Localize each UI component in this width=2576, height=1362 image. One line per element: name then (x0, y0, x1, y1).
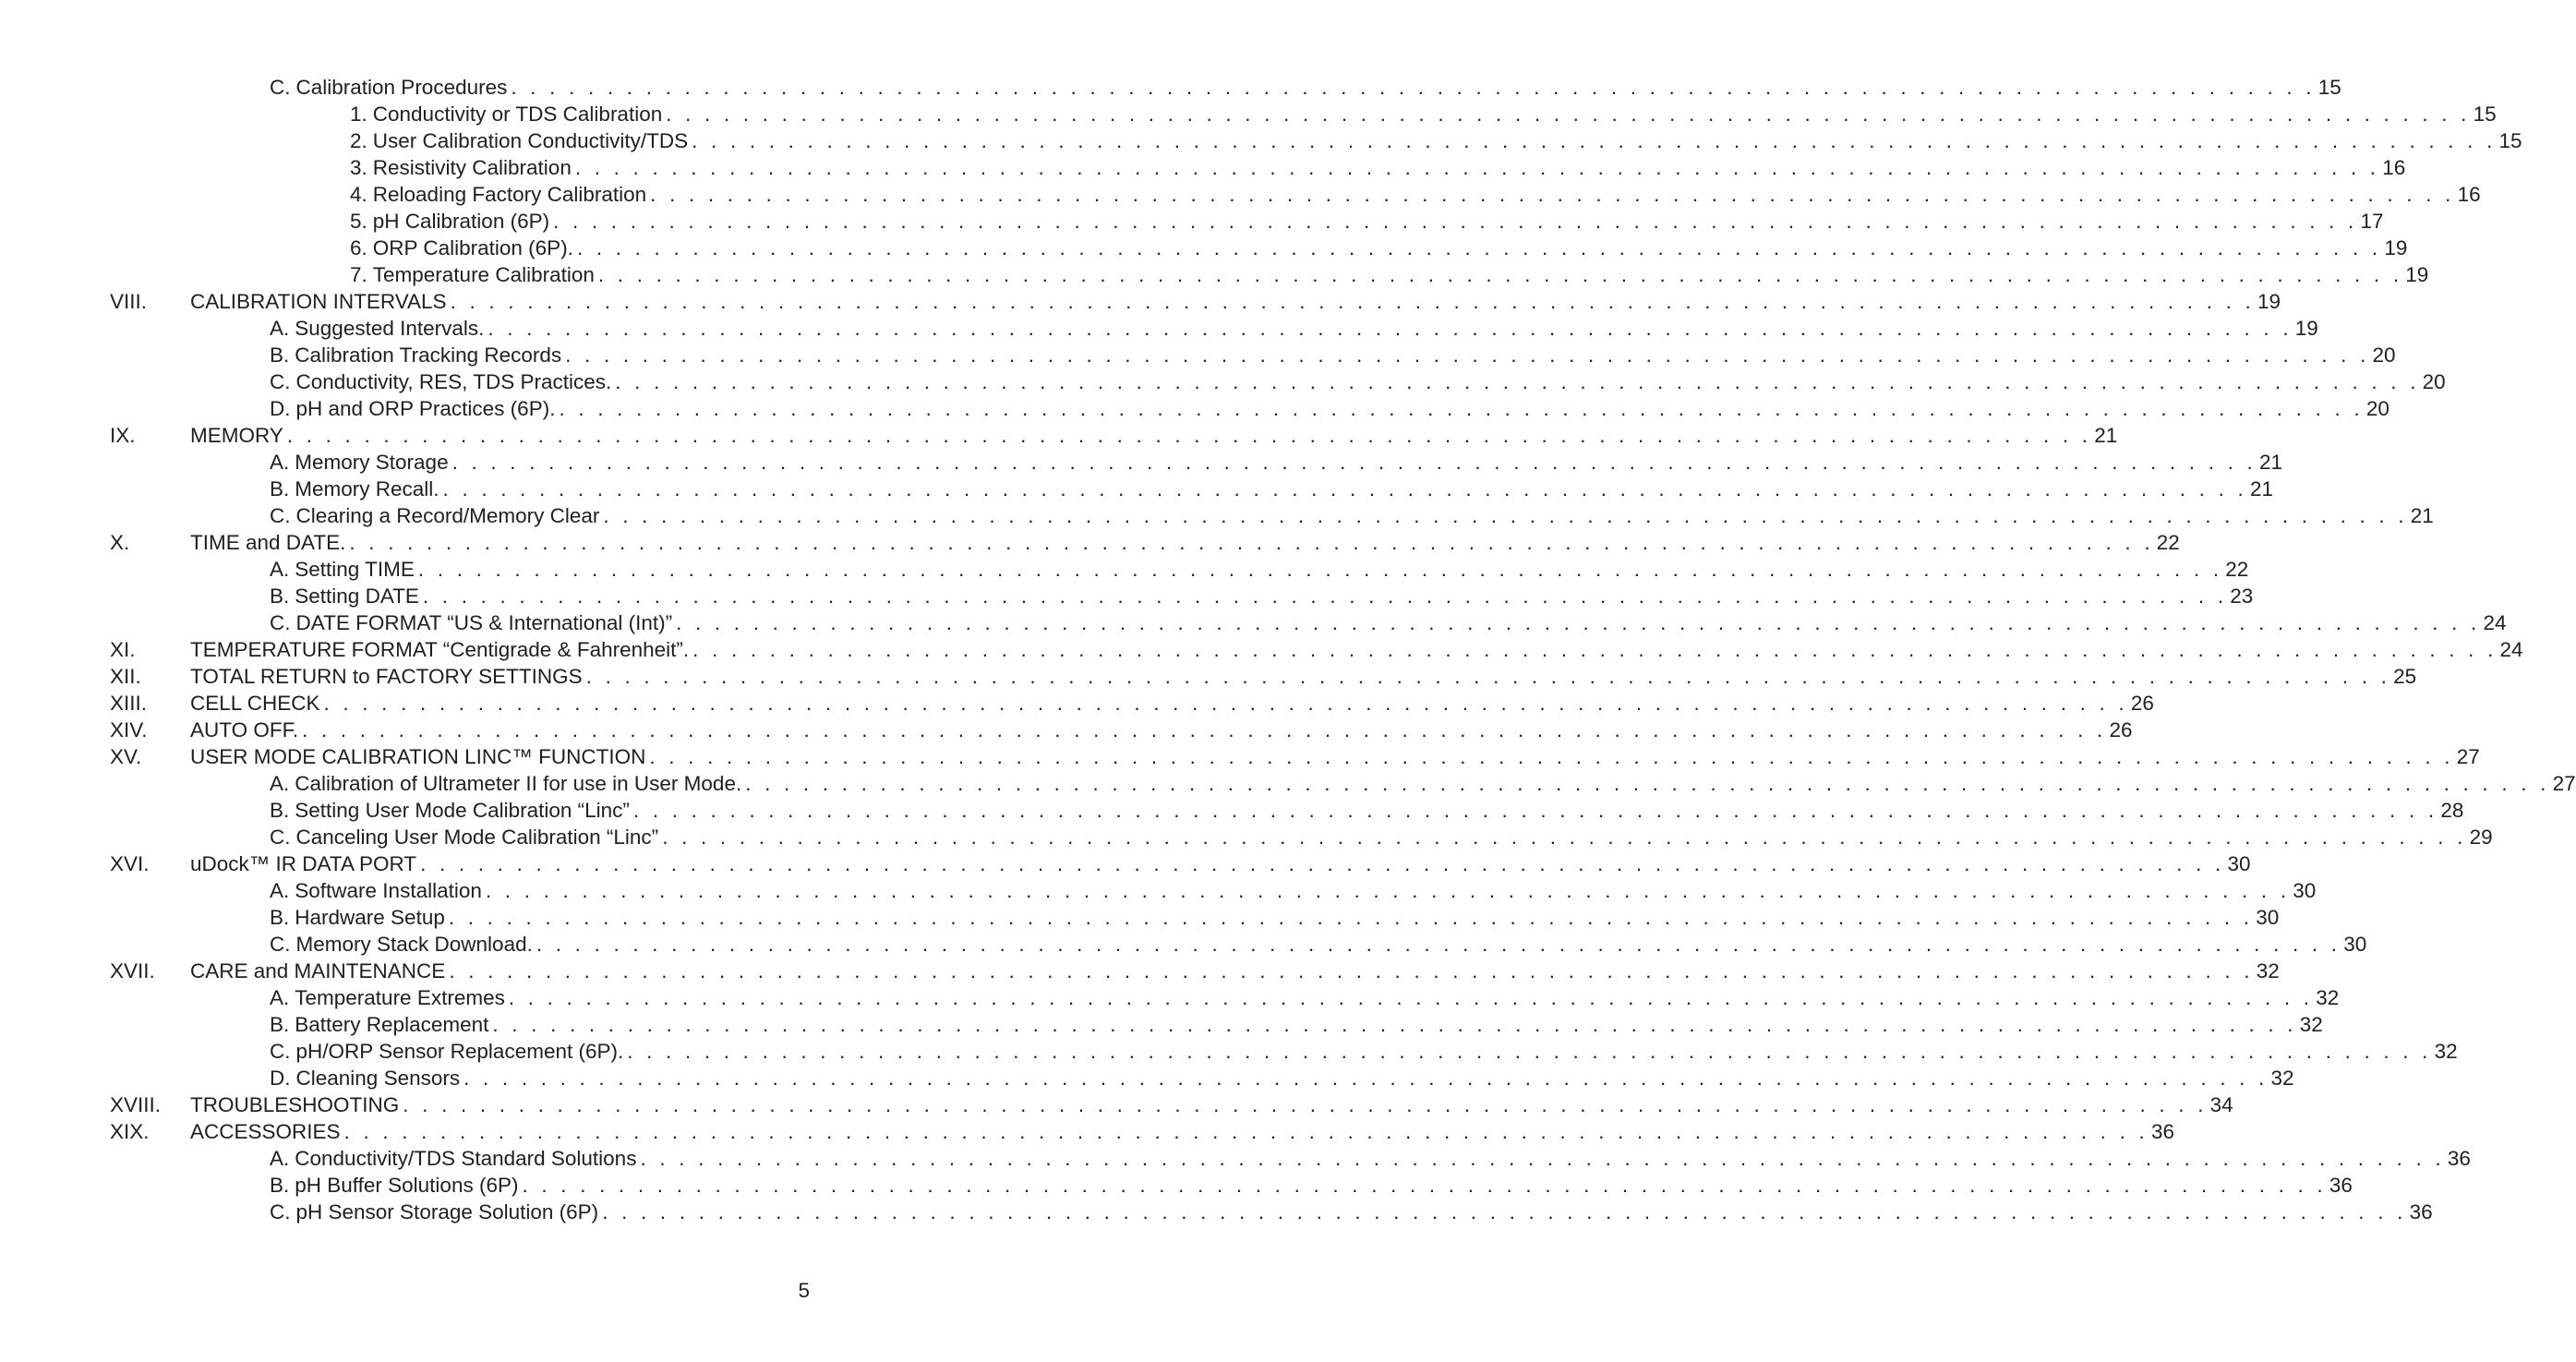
toc-entry-line (190, 690, 2154, 717)
toc-page-number: 32 (2299, 1013, 2323, 1036)
toc-entry (0, 904, 2280, 931)
toc-entry-line (270, 315, 2318, 342)
toc-page-number: 30 (2343, 933, 2367, 956)
toc-section-number: XIX. (110, 1120, 150, 1143)
toc-entry-title: Conductivity, RES, TDS Practices. (295, 370, 612, 393)
toc-item-number: B. (270, 585, 290, 608)
dot-leader: . . . . . . . . . . . . . . . . . . . . . . . . . . . . . . . . . . . . . . . . . . . . . . . . . . . . . . . . . . . . . . . . . . . . . . . . . . . . . . . . . . . . . . . . . . . . . . (692, 129, 2497, 152)
toc-entry-line (270, 502, 2434, 529)
toc-entry-title: USER MODE CALIBRATION LINC™ FUNCTION (190, 745, 646, 768)
toc-entry-line (270, 797, 2464, 824)
toc-entry (0, 261, 2429, 288)
toc-section-number: XVII. (110, 959, 155, 982)
toc-entry-title: Resistivity Calibration (372, 156, 572, 179)
toc-page-number: 36 (2150, 1120, 2174, 1143)
toc-section-number: IX. (110, 424, 136, 447)
dot-leader: . . . . . . . . . . . . . . . . . . . . . . . . . . . . . . . . . . . . . . . . . . . . . . . . . . . . . . . . . . . . . . . . . . . . . . . . . . . . . . . . . . . . . . . . . . . . . . (553, 210, 2358, 233)
toc-page-number: 30 (2256, 906, 2280, 929)
toc-entry-line (270, 395, 2389, 422)
dot-leader: . . . . . . . . . . . . . . . . . . . . . . . . . . . . . . . . . . . . . . . . . . . . . . . . . . . . . . . . . . . . . . . . . . . . . . . . . . . . . . . . . . . . . . . . . . . . . . (576, 236, 2382, 259)
toc-entry-line (270, 877, 2317, 904)
toc-page-number: 20 (2365, 397, 2389, 420)
toc-entry-line (270, 74, 2341, 101)
toc-page-number: 30 (2227, 852, 2251, 875)
toc-item-number: B. (270, 799, 290, 822)
toc-item-number: C. (270, 504, 291, 527)
toc-entry-title: Conductivity or TDS Calibration (372, 102, 663, 126)
toc-item-number: A. (270, 879, 290, 902)
toc-page-number: 17 (2360, 210, 2384, 233)
toc-entry-title: Memory Storage (295, 451, 449, 474)
dot-leader: . . . . . . . . . . . . . . . . . . . . . . . . . . . . . . . . . . . . . . . . . . . . . . . . . . . . . . . . . . . . . . . . . . . . . . . . . . . . . . . . . . . . . . . . . . . . . . (565, 344, 2370, 367)
toc-item-number: D. (270, 1067, 291, 1090)
toc-section-number: X. (110, 531, 130, 554)
toc-entry (0, 502, 2434, 529)
toc-page-number: 15 (2317, 76, 2341, 99)
dot-leader: . . . . . . . . . . . . . . . . . . . . . . . . . . . . . . . . . . . . . . . . . . . . . . . . . . . . . . . . . . . . . . . . . . . . . . . . . . . . . . . . . . . . . . . . . . . . . . (603, 504, 2408, 527)
toc-item-number: A. (270, 986, 290, 1009)
toc-entry-line (270, 984, 2340, 1011)
toc-entry-title: Conductivity/TDS Standard Solutions (295, 1147, 637, 1170)
toc-page-number: 20 (2372, 344, 2396, 367)
toc-entry-line (350, 101, 2497, 127)
toc-entry-line (270, 770, 2576, 797)
toc-entry-line (190, 743, 2480, 770)
toc-entry-line (190, 958, 2280, 984)
toc-page-number: 30 (2293, 879, 2317, 902)
dot-leader: . . . . . . . . . . . . . . . . . . . . . . . . . . . . . . . . . . . . . . . . . . . . . . . . . . . . . . . . . . . . . . . . . . . . . . . . . . . . . . . . . . . . . . . . . . . . . . (485, 879, 2291, 902)
toc-entry-line (270, 583, 2254, 609)
toc-page-number: 20 (2422, 370, 2446, 393)
toc-page-number: 32 (2256, 959, 2280, 982)
toc-item-number: C. (270, 76, 291, 99)
toc-page-number: 28 (2440, 799, 2464, 822)
toc-page-number: 26 (2130, 692, 2154, 715)
toc-item-number: A. (270, 451, 290, 474)
toc-entry-line (190, 850, 2251, 877)
dot-leader: . . . . . . . . . . . . . . . . . . . . . . . . . . . . . . . . . . . . . . . . . . . . . . . . . . . . . . . . . . . . . . . . . . . . . . . . . . . . . . . . . . . . . . . . . . . . . . (662, 826, 2467, 849)
toc-page-number: 21 (2258, 451, 2282, 474)
toc-entry (0, 154, 2406, 181)
toc-page-number: 19 (2294, 317, 2318, 340)
toc-entry-line (270, 476, 2273, 502)
toc-entry-title: DATE FORMAT “US & International (Int)” (295, 611, 673, 634)
toc-entry (0, 797, 2464, 824)
toc-item-number: A. (270, 317, 290, 340)
toc-entry-line (190, 717, 2133, 743)
toc-entry-title: User Calibration Conductivity/TDS (372, 129, 689, 152)
toc-entry-title: Hardware Setup (295, 906, 445, 929)
toc-entry (0, 74, 2341, 101)
toc-entry-title: Battery Replacement (295, 1013, 489, 1036)
dot-leader: . . . . . . . . . . . . . . . . . . . . . . . . . . . . . . . . . . . . . . . . . . . . . . . . . . . . . . . . . . . . . . . . . . . . . . . . . . . . . . . . . . . . . . . . . . . . . . (488, 317, 2293, 340)
toc-entry-line (190, 422, 2118, 449)
dot-leader: . . . . . . . . . . . . . . . . . . . . . . . . . . . . . . . . . . . . . . . . . . . . . . . . . . . . . . . . . . . . . . . . . . . . . . . . . . . . . . . . . . . . . . . . . . . . . . (302, 718, 2107, 741)
toc-entry (0, 208, 2384, 235)
toc-page-number: 24 (2499, 638, 2523, 661)
toc-entry-line (350, 127, 2522, 154)
toc-page-number: 22 (2225, 558, 2249, 581)
toc-page-number: 23 (2230, 585, 2254, 608)
dot-leader: . . . . . . . . . . . . . . . . . . . . . . . . . . . . . . . . . . . . . . . . . . . . . . . . . . . . . . . . . . . . . . . . . . . . . . . . . . . . . . . . . . . . . . . . . . . . . . (508, 986, 2314, 1009)
toc-entry-title: uDock™ IR DATA PORT (190, 852, 417, 875)
dot-leader: . . . . . . . . . . . . . . . . . . . . . . . . . . . . . . . . . . . . . . . . . . . . . . . . . . . . . . . . . . . . . . . . . . . . . . . . . . . . . . . . . . . . . . . . . . . . . . (442, 477, 2247, 500)
toc-entry-title: Memory Stack Download. (295, 933, 533, 956)
toc-entry-line (350, 261, 2429, 288)
dot-leader: . . . . . . . . . . . . . . . . . . . . . . . . . . . . . . . . . . . . . . . . . . . . . . . . . . . . . . . . . . . . . . . . . . . . . . . . . . . . . . . . . . . . . . . . . . . . . . (450, 290, 2255, 313)
dot-leader: . . . . . . . . . . . . . . . . . . . . . . . . . . . . . . . . . . . . . . . . . . . . . . . . . . . . . . . . . . . . . . . . . . . . . . . . . . . . . . . . . . . . . . . . . . . . . . (536, 933, 2341, 956)
toc-section-number: XII. (110, 665, 141, 688)
toc-entry-title: pH/ORP Sensor Replacement (6P). (295, 1040, 624, 1063)
toc-entry-title: Canceling User Mode Calibration “Linc” (295, 826, 659, 849)
toc-item-number: 1. (350, 102, 367, 126)
toc-page-number: 32 (2316, 986, 2340, 1009)
dot-leader: . . . . . . . . . . . . . . . . . . . . . . . . . . . . . . . . . . . . . . . . . . . . . . . . . . . . . . . . . . . . . . . . . . . . . . . . . . . . . . . . . . . . . . . . . . . . . . (323, 692, 2128, 715)
toc-entry (0, 690, 2154, 717)
toc-section-number: XV. (110, 745, 142, 768)
toc-entry-line (270, 1038, 2458, 1065)
toc-page-number: 36 (2329, 1174, 2353, 1197)
dot-leader: . . . . . . . . . . . . . . . . . . . . . . . . . . . . . . . . . . . . . . . . . . . . . . . . . . . . . . . . . . . . . . . . . . . . . . . . . . . . . . . . . . . . . . . . . . . . . . (451, 451, 2257, 474)
toc-item-number: B. (270, 1174, 290, 1197)
toc-page-number: 22 (2156, 531, 2180, 554)
toc-entry-line (350, 181, 2481, 208)
toc-entry-title: AUTO OFF. (190, 718, 299, 741)
toc-entry (0, 181, 2481, 208)
toc-entry-title: Calibration Procedures (295, 76, 508, 99)
toc-entry-line (190, 1091, 2233, 1118)
toc-item-number: B. (270, 477, 290, 500)
toc-entry-title: ACCESSORIES (190, 1120, 341, 1143)
toc-page-number: 15 (2473, 102, 2497, 126)
toc-page-number: 26 (2109, 718, 2133, 741)
toc-page-number: 21 (2249, 477, 2273, 500)
toc-entry (0, 395, 2389, 422)
toc-entry-title: Setting TIME (295, 558, 415, 581)
toc-entry-title: Reloading Factory Calibration (372, 183, 647, 206)
toc-entry (0, 449, 2282, 476)
toc-entry-line (350, 208, 2384, 235)
toc-entry-title: TROUBLESHOOTING (190, 1093, 400, 1116)
dot-leader: . . . . . . . . . . . . . . . . . . . . . . . . . . . . . . . . . . . . . . . . . . . . . . . . . . . . . . . . . . . . . . . . . . . . . . . . . . . . . . . . . . . . . . . . . . . . . . (632, 799, 2438, 822)
toc-page-number: 19 (2384, 236, 2408, 259)
toc-entry-title: pH Sensor Storage Solution (6P) (295, 1200, 599, 1223)
toc-item-number: 4. (350, 183, 367, 206)
toc-entry-line (270, 609, 2507, 636)
toc-entry-line (190, 288, 2281, 315)
toc-page-number: 25 (2393, 665, 2417, 688)
toc-entry-title: Setting User Mode Calibration “Linc” (295, 799, 630, 822)
toc-entry-line (270, 1065, 2294, 1091)
toc-entry (0, 342, 2396, 368)
toc-entry (0, 101, 2497, 127)
toc-page-number: 16 (2382, 156, 2406, 179)
toc-page-number: 27 (2456, 745, 2480, 768)
toc-entry-line (190, 636, 2523, 663)
toc-page-number: 15 (2498, 129, 2522, 152)
toc-item-number: A. (270, 772, 290, 795)
toc-item-number: C. (270, 933, 291, 956)
toc-item-number: C. (270, 370, 291, 393)
toc-entry-title: Memory Recall. (295, 477, 439, 500)
toc-entry (0, 315, 2318, 342)
table-of-contents (0, 74, 2576, 1225)
toc-page-number: 32 (2270, 1067, 2294, 1090)
dot-leader: . . . . . . . . . . . . . . . . . . . . . . . . . . . . . . . . . . . . . . . . . . . . . . . . . . . . . . . . . . . . . . . . . . . . . . . . . . . . . . . . . . . . . . . . . . . . . . (574, 156, 2380, 179)
toc-page-number: 24 (2483, 611, 2507, 634)
toc-entry (0, 609, 2507, 636)
toc-entry-title: Calibration of Ultrameter II for use in User Mode. (295, 772, 742, 795)
toc-entry-line (190, 1118, 2174, 1145)
toc-entry-line (270, 1145, 2471, 1172)
toc-entry-line (270, 1172, 2353, 1199)
toc-entry-title: TEMPERATURE FORMAT “Centigrade & Fahrenheit”. (190, 638, 690, 661)
toc-entry-line (270, 556, 2249, 583)
toc-entry (0, 1199, 2433, 1225)
dot-leader: . . . . . . . . . . . . . . . . . . . . . . . . . . . . . . . . . . . . . . . . . . . . . . . . . . . . . . . . . . . . . . . . . . . . . . . . . . . . . . . . . . . . . . . . . . . . . . (403, 1093, 2208, 1116)
toc-page-number: 21 (2094, 424, 2118, 447)
toc-entry-title: Cleaning Sensors (295, 1067, 461, 1090)
toc-item-number: 5. (350, 210, 367, 233)
dot-leader: . . . . . . . . . . . . . . . . . . . . . . . . . . . . . . . . . . . . . . . . . . . . . . . . . . . . . . . . . . . . . . . . . . . . . . . . . . . . . . . . . . . . . . . . . . . . . . (448, 906, 2254, 929)
toc-item-number: 6. (350, 236, 367, 259)
toc-item-number: C. (270, 826, 291, 849)
toc-entry (0, 1172, 2353, 1199)
dot-leader: . . . . . . . . . . . . . . . . . . . . . . . . . . . . . . . . . . . . . . . . . . . . . . . . . . . . . . . . . . . . . . . . . . . . . . . . . . . . . . . . . . . . . . . . . . . . . . (597, 263, 2403, 286)
toc-entry-title: CALIBRATION INTERVALS (190, 290, 447, 313)
toc-entry (0, 1065, 2294, 1091)
dot-leader: . . . . . . . . . . . . . . . . . . . . . . . . . . . . . . . . . . . . . . . . . . . . . . . . . . . . . . . . . . . . . . . . . . . . . . . . . . . . . . . . . . . . . . . . . . . . . . (343, 1120, 2149, 1143)
toc-page-number: 27 (2552, 772, 2576, 795)
toc-entry (0, 368, 2446, 395)
toc-section-number: VIII. (110, 290, 148, 313)
toc-entry-line (350, 154, 2406, 181)
toc-page-number: 36 (2409, 1200, 2433, 1223)
dot-leader: . . . . . . . . . . . . . . . . . . . . . . . . . . . . . . . . . . . . . . . . . . . . . . . . . . . . . . . . . . . . . . . . . . . . . . . . . . . . . . . . . . . . . . . . . . . . . . (649, 745, 2454, 768)
dot-leader: . . . . . . . . . . . . . . . . . . . . . . . . . . . . . . . . . . . . . . . . . . . . . . . . . . . . . . . . . . . . . . . . . . . . . . . . . . . . . . . . . . . . . . . . . . . . . . (420, 852, 2225, 875)
dot-leader: . . . . . . . . . . . . . . . . . . . . . . . . . . . . . . . . . . . . . . . . . . . . . . . . . . . . . . . . . . . . . . . . . . . . . . . . . . . . . . . . . . . . . . . . . . . . . . (559, 397, 2364, 420)
toc-page-number: 29 (2469, 826, 2493, 849)
toc-entry-title: Calibration Tracking Records (295, 344, 562, 367)
toc-section-number: XI. (110, 638, 136, 661)
toc-entry (0, 743, 2480, 770)
dot-leader: . . . . . . . . . . . . . . . . . . . . . . . . . . . . . . . . . . . . . . . . . . . . . . . . . . . . . . . . . . . . . . . . . . . . . . . . . . . . . . . . . . . . . . . . . . . . . . (692, 638, 2498, 661)
toc-page-number: 34 (2209, 1093, 2233, 1116)
toc-entry (0, 476, 2273, 502)
toc-entry-line (270, 931, 2367, 958)
toc-item-number: C. (270, 1200, 291, 1223)
dot-leader: . . . . . . . . . . . . . . . . . . . . . . . . . . . . . . . . . . . . . . . . . . . . . . . . . . . . . . . . . . . . . . . . . . . . . . . . . . . . . . . . . . . . . . . . . . . . . . (627, 1040, 2432, 1063)
toc-entry-title: CELL CHECK (190, 692, 320, 715)
dot-leader: . . . . . . . . . . . . . . . . . . . . . . . . . . . . . . . . . . . . . . . . . . . . . . . . . . . . . . . . . . . . . . . . . . . . . . . . . . . . . . . . . . . . . . . . . . . . . . (522, 1174, 2327, 1197)
toc-entry-line (190, 529, 2180, 556)
toc-entry-line (350, 235, 2408, 261)
toc-item-number: A. (270, 558, 290, 581)
toc-entry-title: Temperature Calibration (372, 263, 595, 286)
dot-leader: . . . . . . . . . . . . . . . . . . . . . . . . . . . . . . . . . . . . . . . . . . . . . . . . . . . . . . . . . . . . . . . . . . . . . . . . . . . . . . . . . . . . . . . . . . . . . . (449, 959, 2254, 982)
toc-section-number: XIII. (110, 692, 148, 715)
toc-entry (0, 127, 2522, 154)
toc-page-number: 21 (2410, 504, 2434, 527)
toc-page-number: 19 (2405, 263, 2429, 286)
toc-entry (0, 850, 2251, 877)
toc-entry-title: Temperature Extremes (295, 986, 505, 1009)
toc-entry (0, 984, 2340, 1011)
toc-entry-title: Setting DATE (295, 585, 419, 608)
toc-entry (0, 583, 2254, 609)
dot-leader: . . . . . . . . . . . . . . . . . . . . . . . . . . . . . . . . . . . . . . . . . . . . . . . . . . . . . . . . . . . . . . . . . . . . . . . . . . . . . . . . . . . . . . . . . . . . . . (511, 76, 2316, 99)
toc-entry-line (270, 1011, 2323, 1038)
toc-entry-title: pH and ORP Practices (6P). (295, 397, 556, 420)
toc-entry (0, 1091, 2233, 1118)
toc-item-number: A. (270, 1147, 290, 1170)
dot-leader: . . . . . . . . . . . . . . . . . . . . . . . . . . . . . . . . . . . . . . . . . . . . . . . . . . . . . . . . . . . . . . . . . . . . . . . . . . . . . . . . . . . . . . . . . . . . . . (417, 558, 2223, 581)
toc-page-number: 36 (2447, 1147, 2471, 1170)
toc-entry-line (270, 342, 2396, 368)
dot-leader: . . . . . . . . . . . . . . . . . . . . . . . . . . . . . . . . . . . . . . . . . . . . . . . . . . . . . . . . . . . . . . . . . . . . . . . . . . . . . . . . . . . . . . . . . . . . . . (745, 772, 2550, 795)
dot-leader: . . . . . . . . . . . . . . . . . . . . . . . . . . . . . . . . . . . . . . . . . . . . . . . . . . . . . . . . . . . . . . . . . . . . . . . . . . . . . . . . . . . . . . . . . . . . . . (615, 370, 2420, 393)
toc-item-number: C. (270, 1040, 291, 1063)
toc-entry (0, 1145, 2471, 1172)
toc-entry (0, 636, 2523, 663)
toc-entry-title: Software Installation (295, 879, 482, 902)
toc-page-number: 19 (2257, 290, 2281, 313)
toc-entry (0, 422, 2118, 449)
toc-entry-line (270, 1199, 2433, 1225)
toc-item-number: 2. (350, 129, 367, 152)
toc-entry (0, 877, 2317, 904)
toc-entry-title: Clearing a Record/Memory Clear (295, 504, 600, 527)
dot-leader: . . . . . . . . . . . . . . . . . . . . . . . . . . . . . . . . . . . . . . . . . . . . . . . . . . . . . . . . . . . . . . . . . . . . . . . . . . . . . . . . . . . . . . . . . . . . . . (676, 611, 2481, 634)
toc-item-number: B. (270, 344, 290, 367)
toc-item-number: 7. (350, 263, 367, 286)
toc-entry-line (270, 368, 2446, 395)
toc-entry (0, 288, 2281, 315)
toc-entry-title: pH Buffer Solutions (6P) (295, 1174, 519, 1197)
toc-entry (0, 931, 2367, 958)
toc-entry-title: pH Calibration (6P) (372, 210, 550, 233)
toc-section-number: XVIII. (110, 1093, 162, 1116)
toc-page-number: 16 (2457, 183, 2481, 206)
toc-page-number: 32 (2434, 1040, 2458, 1063)
toc-item-number: B. (270, 1013, 290, 1036)
dot-leader: . . . . . . . . . . . . . . . . . . . . . . . . . . . . . . . . . . . . . . . . . . . . . . . . . . . . . . . . . . . . . . . . . . . . . . . . . . . . . . . . . . . . . . . . . . . . . . (602, 1200, 2407, 1223)
toc-entry (0, 824, 2493, 850)
toc-item-number: D. (270, 397, 291, 420)
dot-leader: . . . . . . . . . . . . . . . . . . . . . . . . . . . . . . . . . . . . . . . . . . . . . . . . . . . . . . . . . . . . . . . . . . . . . . . . . . . . . . . . . . . . . . . . . . . . . . (492, 1013, 2297, 1036)
toc-entry-line (270, 904, 2280, 931)
toc-entry-line (270, 824, 2493, 850)
toc-entry (0, 663, 2417, 690)
toc-entry (0, 1038, 2458, 1065)
toc-entry-title: MEMORY (190, 424, 283, 447)
toc-entry (0, 1118, 2174, 1145)
dot-leader: . . . . . . . . . . . . . . . . . . . . . . . . . . . . . . . . . . . . . . . . . . . . . . . . . . . . . . . . . . . . . . . . . . . . . . . . . . . . . . . . . . . . . . . . . . . . . . (666, 102, 2471, 126)
toc-entry (0, 529, 2180, 556)
toc-item-number: 3. (350, 156, 367, 179)
toc-entry-title: Suggested Intervals. (295, 317, 485, 340)
toc-entry (0, 958, 2280, 984)
dot-leader: . . . . . . . . . . . . . . . . . . . . . . . . . . . . . . . . . . . . . . . . . . . . . . . . . . . . . . . . . . . . . . . . . . . . . . . . . . . . . . . . . . . . . . . . . . . . . . (286, 424, 2092, 447)
toc-entry (0, 556, 2249, 583)
dot-leader: . . . . . . . . . . . . . . . . . . . . . . . . . . . . . . . . . . . . . . . . . . . . . . . . . . . . . . . . . . . . . . . . . . . . . . . . . . . . . . . . . . . . . . . . . . . . . . (463, 1067, 2269, 1090)
dot-leader: . . . . . . . . . . . . . . . . . . . . . . . . . . . . . . . . . . . . . . . . . . . . . . . . . . . . . . . . . . . . . . . . . . . . . . . . . . . . . . . . . . . . . . . . . . . . . . (422, 585, 2228, 608)
toc-entry-title: ORP Calibration (6P). (372, 236, 573, 259)
toc-section-number: XVI. (110, 852, 150, 875)
toc-entry-line (190, 663, 2417, 690)
dot-leader: . . . . . . . . . . . . . . . . . . . . . . . . . . . . . . . . . . . . . . . . . . . . . . . . . . . . . . . . . . . . . . . . . . . . . . . . . . . . . . . . . . . . . . . . . . . . . . (640, 1147, 2445, 1170)
page-number: 5 (798, 1279, 810, 1302)
toc-entry-line (270, 449, 2282, 476)
toc-section-number: XIV. (110, 718, 148, 741)
toc-entry-title: TIME and DATE. (190, 531, 346, 554)
dot-leader: . . . . . . . . . . . . . . . . . . . . . . . . . . . . . . . . . . . . . . . . . . . . . . . . . . . . . . . . . . . . . . . . . . . . . . . . . . . . . . . . . . . . . . . . . . . . . . (650, 183, 2455, 206)
toc-entry (0, 717, 2133, 743)
toc-entry (0, 770, 2576, 797)
dot-leader: . . . . . . . . . . . . . . . . . . . . . . . . . . . . . . . . . . . . . . . . . . . . . . . . . . . . . . . . . . . . . . . . . . . . . . . . . . . . . . . . . . . . . . . . . . . . . . (349, 531, 2154, 554)
toc-item-number: C. (270, 611, 291, 634)
toc-entry-title: CARE and MAINTENANCE (190, 959, 446, 982)
toc-entry-title: TOTAL RETURN to FACTORY SETTINGS (190, 665, 583, 688)
toc-entry (0, 235, 2408, 261)
toc-entry (0, 1011, 2323, 1038)
toc-item-number: B. (270, 906, 290, 929)
dot-leader: . . . . . . . . . . . . . . . . . . . . . . . . . . . . . . . . . . . . . . . . . . . . . . . . . . . . . . . . . . . . . . . . . . . . . . . . . . . . . . . . . . . . . . . . . . . . . . (585, 665, 2391, 688)
